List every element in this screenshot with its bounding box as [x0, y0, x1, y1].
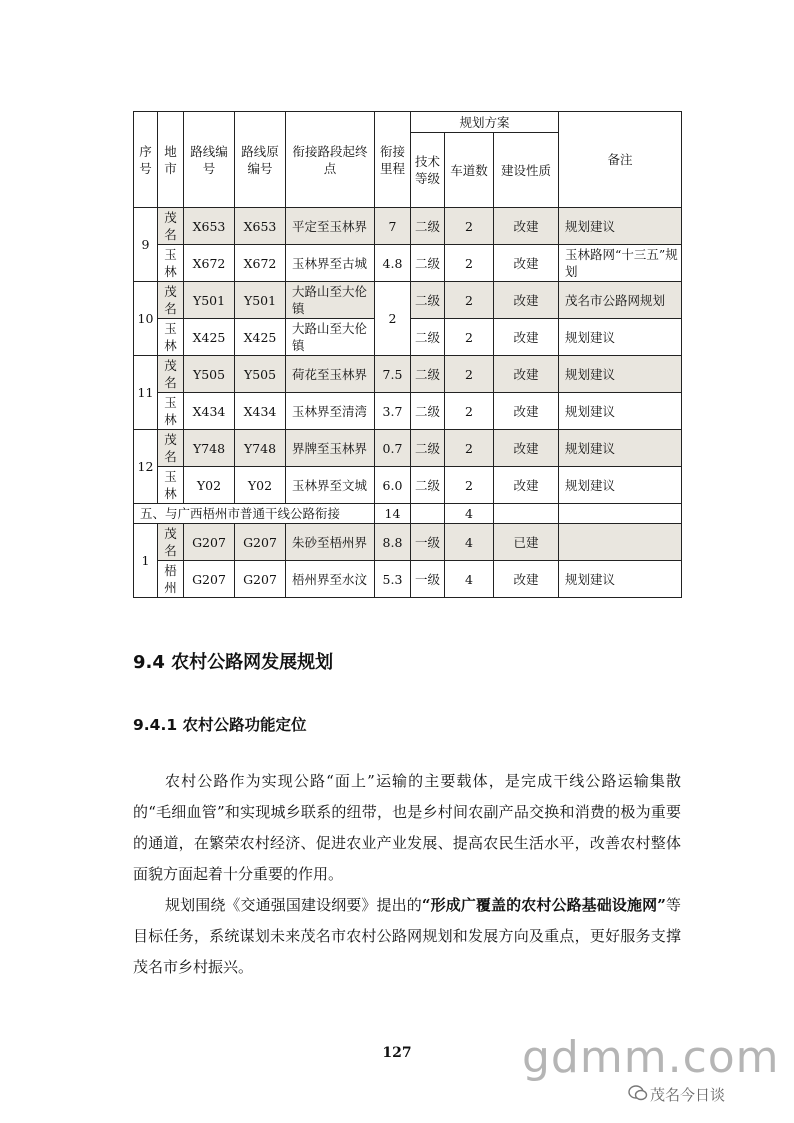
cell-remark: 茂名市公路网规划 — [559, 282, 682, 319]
wechat-icon — [628, 1084, 648, 1102]
cell-city: 茂名 — [158, 208, 184, 245]
cell-lanes: 2 — [445, 245, 494, 282]
cell-mileage: 6.0 — [375, 467, 411, 504]
cell-segment: 大路山至大伦镇 — [286, 282, 375, 319]
cell-mileage: 4.8 — [375, 245, 411, 282]
cell-remark — [559, 524, 682, 561]
cell-route-no: G207 — [184, 561, 235, 598]
cell-city: 茂名 — [158, 282, 184, 319]
cell-nature: 改建 — [494, 430, 559, 467]
cell-grade: 二级 — [411, 208, 445, 245]
page-number: 127 — [382, 1045, 412, 1061]
section-5-mileage: 14 — [375, 504, 411, 524]
cell-remark: 规划建议 — [559, 430, 682, 467]
header-mileage: 衔接里程 — [375, 112, 411, 208]
section-5-nature — [494, 504, 559, 524]
watermark-account: 茂名今日谈 — [650, 1086, 726, 1104]
section-5-grade — [411, 504, 445, 524]
table-row — [134, 245, 682, 282]
cell-mileage: 3.7 — [375, 393, 411, 430]
cell-orig-no: G207 — [235, 524, 286, 561]
cell-nature: 改建 — [494, 245, 559, 282]
cell-remark: 规划建议 — [559, 467, 682, 504]
cell-lanes: 2 — [445, 430, 494, 467]
cell-lanes: 2 — [445, 467, 494, 504]
table-row — [134, 393, 682, 430]
section-5-lanes: 4 — [445, 504, 494, 524]
watermark-site: gdmm.com — [522, 1032, 780, 1083]
table-row — [134, 467, 682, 504]
cell-lanes: 2 — [445, 393, 494, 430]
cell-nature: 改建 — [494, 356, 559, 393]
cell-segment: 梧州界至水汶 — [286, 561, 375, 598]
cell-seq: 1 — [134, 524, 158, 598]
cell-mileage: 7 — [375, 208, 411, 245]
cell-lanes: 2 — [445, 208, 494, 245]
cell-segment: 大路山至大伦镇 — [286, 319, 375, 356]
cell-seq: 9 — [134, 208, 158, 282]
cell-mileage: 5.3 — [375, 561, 411, 598]
cell-segment: 荷花至玉林界 — [286, 356, 375, 393]
cell-city: 玉林 — [158, 467, 184, 504]
cell-nature: 改建 — [494, 393, 559, 430]
cell-grade: 二级 — [411, 393, 445, 430]
cell-grade: 二级 — [411, 319, 445, 356]
cell-remark: 玉林路网“十三五”规划 — [559, 245, 682, 282]
header-segment: 衔接路段起终点 — [286, 112, 375, 208]
cell-orig-no: X653 — [235, 208, 286, 245]
paragraph-plan-goal-emphasis: “形成广覆盖的农村公路基础设施网” — [421, 896, 666, 914]
cell-remark: 规划建议 — [559, 356, 682, 393]
table-row-section-5 — [134, 504, 682, 524]
paragraph-plan-goal-a: 规划围绕《交通强国建设纲要》提出的 — [165, 896, 422, 914]
cell-remark: 规划建议 — [559, 561, 682, 598]
cell-nature: 改建 — [494, 208, 559, 245]
cell-city: 茂名 — [158, 430, 184, 467]
cell-segment: 玉林界至文城 — [286, 467, 375, 504]
cell-grade: 二级 — [411, 467, 445, 504]
cell-city: 玉林 — [158, 245, 184, 282]
header-route-no: 路线编号 — [184, 112, 235, 208]
cell-nature: 已建 — [494, 524, 559, 561]
cell-orig-no: Y501 — [235, 282, 286, 319]
section-5-label: 五、与广西梧州市普通干线公路衔接 — [134, 504, 375, 524]
table-row — [134, 208, 682, 245]
cell-lanes: 2 — [445, 282, 494, 319]
section-heading-9-4: 9.4 农村公路网发展规划 — [133, 652, 334, 673]
cell-lanes: 4 — [445, 561, 494, 598]
cell-orig-no: X425 — [235, 319, 286, 356]
cell-seq: 12 — [134, 430, 158, 504]
cell-segment: 玉林界至清湾 — [286, 393, 375, 430]
paragraph-plan-goal — [133, 890, 681, 983]
cell-mileage: 8.8 — [375, 524, 411, 561]
cell-orig-no: X434 — [235, 393, 286, 430]
cell-seq: 10 — [134, 282, 158, 356]
cell-grade: 一级 — [411, 524, 445, 561]
cell-route-no: X672 — [184, 245, 235, 282]
cell-lanes: 4 — [445, 524, 494, 561]
cell-nature: 改建 — [494, 282, 559, 319]
cell-mileage: 2 — [375, 282, 411, 356]
cell-route-no: Y505 — [184, 356, 235, 393]
cell-lanes: 2 — [445, 319, 494, 356]
cell-orig-no: X672 — [235, 245, 286, 282]
cell-route-no: Y748 — [184, 430, 235, 467]
header-plan: 规划方案 — [411, 112, 559, 133]
header-city: 地市 — [158, 112, 184, 208]
cell-city: 梧州 — [158, 561, 184, 598]
cell-route-no: Y02 — [184, 467, 235, 504]
cell-city: 玉林 — [158, 393, 184, 430]
cell-nature: 改建 — [494, 561, 559, 598]
section-5-remark — [559, 504, 682, 524]
section-heading-9-4-1: 9.4.1 农村公路功能定位 — [133, 716, 307, 734]
cell-segment: 界牌至玉林界 — [286, 430, 375, 467]
cell-remark: 规划建议 — [559, 319, 682, 356]
cell-orig-no: G207 — [235, 561, 286, 598]
table-row — [134, 561, 682, 598]
cell-route-no: G207 — [184, 524, 235, 561]
cell-city: 玉林 — [158, 319, 184, 356]
cell-grade: 二级 — [411, 430, 445, 467]
table-body — [134, 208, 682, 598]
cell-orig-no: Y505 — [235, 356, 286, 393]
road-connection-table — [133, 111, 682, 598]
cell-city: 茂名 — [158, 356, 184, 393]
cell-route-no: Y501 — [184, 282, 235, 319]
cell-orig-no: Y02 — [235, 467, 286, 504]
table-row — [134, 524, 682, 561]
cell-mileage: 0.7 — [375, 430, 411, 467]
cell-lanes: 2 — [445, 356, 494, 393]
cell-seq: 11 — [134, 356, 158, 430]
table-row — [134, 430, 682, 467]
cell-orig-no: Y748 — [235, 430, 286, 467]
header-orig-no: 路线原编号 — [235, 112, 286, 208]
cell-grade: 二级 — [411, 356, 445, 393]
cell-segment: 平定至玉林界 — [286, 208, 375, 245]
cell-nature: 改建 — [494, 319, 559, 356]
cell-city: 茂名 — [158, 524, 184, 561]
paragraph-rural-road-role: 农村公路作为实现公路“面上”运输的主要载体，是完成干线公路运输集散的“毛细血管”和实现城乡联系的纽带，也是乡村间农副产品交换和消费的极为重要的通道，在繁荣农村经济、促进农业产业发展、提高农民生活水平，改善农村整体面貌方面起着十分重要的作用。 — [133, 772, 681, 883]
cell-route-no: X425 — [184, 319, 235, 356]
table-row — [134, 356, 682, 393]
cell-grade: 一级 — [411, 561, 445, 598]
cell-remark: 规划建议 — [559, 393, 682, 430]
header-seq: 序号 — [134, 112, 158, 208]
cell-route-no: X653 — [184, 208, 235, 245]
cell-grade: 二级 — [411, 282, 445, 319]
cell-segment: 朱砂至梧州界 — [286, 524, 375, 561]
cell-remark: 规划建议 — [559, 208, 682, 245]
table-row — [134, 282, 682, 319]
cell-nature: 改建 — [494, 467, 559, 504]
paragraph-plan-goal-c: 等目标任务，系统谋划未来茂名市农村公路网规划和发展方向及重点，更好服务支撑茂名市乡村振兴。 — [133, 896, 681, 976]
header-grade: 技术等级 — [411, 133, 445, 208]
cell-segment: 玉林界至古城 — [286, 245, 375, 282]
header-lanes: 车道数 — [445, 133, 494, 208]
header-remark: 备注 — [559, 112, 682, 208]
cell-grade: 二级 — [411, 245, 445, 282]
cell-mileage: 7.5 — [375, 356, 411, 393]
cell-route-no: X434 — [184, 393, 235, 430]
header-nature: 建设性质 — [494, 133, 559, 208]
